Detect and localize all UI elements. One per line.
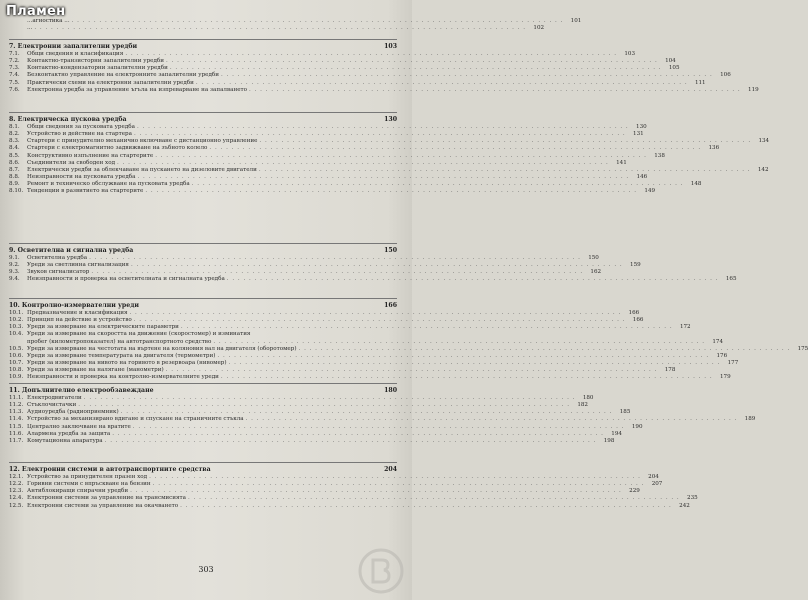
- toc-entry: [9, 331, 397, 338]
- entry-number: 8.6.: [9, 159, 20, 166]
- dot-leader: [137, 124, 629, 131]
- toc-entry: [9, 262, 641, 269]
- entry-page-number: 177: [727, 359, 739, 366]
- dot-leader: [155, 153, 647, 160]
- dot-leader: [149, 474, 641, 481]
- toc-entry: [9, 416, 756, 423]
- entry-number: 11.2.: [9, 402, 24, 409]
- entry-number: 7.5.: [9, 79, 20, 86]
- toc-entry: [9, 374, 731, 381]
- dot-leader: [217, 353, 709, 360]
- entry-title: Контактно-транзисторни запалителни уредби: [27, 58, 165, 65]
- toc-section: [9, 387, 756, 445]
- entry-number: 10.4.: [9, 331, 24, 338]
- toc-entry: [9, 338, 724, 346]
- entry-number: 8.8.: [9, 173, 20, 180]
- entry-page-number: 138: [654, 152, 665, 159]
- section-divider: [9, 243, 397, 244]
- dot-leader: [133, 424, 625, 431]
- entry-page-number: 190: [631, 423, 643, 430]
- dot-leader: [246, 416, 738, 423]
- toc-entry: [9, 79, 706, 87]
- toc-entry: [9, 310, 640, 317]
- entry-page-number: 103: [624, 51, 636, 57]
- toc-entry: [9, 86, 759, 94]
- entry-page-number: 101: [570, 18, 582, 24]
- dot-leader: [131, 262, 623, 269]
- entry-page-number: 106: [720, 72, 731, 79]
- toc-entry: [9, 255, 599, 262]
- entry-number: 12.2.: [9, 481, 24, 488]
- dot-leader: [117, 160, 609, 167]
- entry-number: 11.4.: [9, 416, 24, 423]
- toc-entry: [9, 345, 808, 353]
- watermark-logo-icon: [358, 548, 404, 594]
- dot-leader: [134, 317, 626, 324]
- toc-entry: [9, 502, 690, 510]
- toc-entry: [9, 159, 627, 167]
- dot-leader: [72, 18, 564, 25]
- toc-entry: [9, 145, 720, 152]
- entry-title: Уреди за измерване на електрическите параметри: [27, 324, 179, 331]
- toc-entry: [9, 488, 640, 495]
- entry-number: 11.6.: [9, 430, 24, 437]
- toc-section: [9, 302, 808, 381]
- entry-number: 8.9.: [9, 181, 20, 188]
- entry-number: 7.3.: [9, 65, 20, 72]
- section-page-number: 130: [384, 116, 397, 123]
- entry-number: 10.3.: [9, 324, 24, 331]
- entry-title: Осветителна уредба: [27, 255, 88, 261]
- entry-page-number: 149: [644, 188, 656, 195]
- entry-page-number: 136: [708, 145, 720, 152]
- entry-page-number: 141: [616, 159, 627, 166]
- dot-leader: [105, 438, 597, 445]
- dot-leader: [259, 167, 751, 174]
- toc-entry: [9, 395, 594, 402]
- entry-title: Горивни системи с впръскване на бензин: [27, 481, 151, 488]
- entry-page-number: 111: [694, 79, 706, 86]
- dot-leader: [78, 402, 570, 409]
- entry-number: 9.3.: [9, 269, 20, 276]
- entry-page-number: 148: [690, 181, 702, 188]
- entry-page-number: 131: [633, 131, 644, 138]
- toc-entry: [9, 166, 769, 174]
- dot-leader: [180, 503, 672, 510]
- entry-number: 9.1.: [9, 255, 20, 261]
- page-number: 303: [198, 565, 214, 574]
- toc-entry: [9, 276, 737, 283]
- entry-title: Стартери с електромагнитно задвижване на зъбното колело: [27, 145, 208, 152]
- entry-number: 9.2.: [9, 262, 20, 269]
- entry-page-number: 162: [590, 269, 602, 276]
- toc-section: [9, 18, 582, 32]
- entry-title: ...агностика ...: [27, 18, 70, 24]
- entry-number: 8.2.: [9, 131, 20, 138]
- entry-number: 12.3.: [9, 488, 24, 495]
- entry-title: Конструктивно изпълнение на стартерите: [27, 152, 154, 159]
- entry-title: Електрически уредби за облекчаване на пускането на дизеловите двигатели: [27, 166, 257, 173]
- section-page-number: 180: [384, 387, 397, 394]
- section-title: [9, 247, 397, 255]
- dot-leader: [213, 339, 705, 346]
- entry-page-number: 185: [619, 409, 631, 416]
- dot-leader: [229, 360, 721, 367]
- section-divider: [9, 39, 397, 40]
- toc-entry: [9, 430, 622, 438]
- entry-page-number: 242: [679, 502, 690, 509]
- entry-number: 7.1.: [9, 51, 20, 57]
- entry-number: 12.1.: [9, 474, 24, 480]
- entry-title: Уреди за светлинна сигнализация: [27, 262, 129, 269]
- entry-title: Аудиоуредба (радиоприемник): [27, 409, 119, 416]
- dot-leader: [145, 188, 637, 195]
- entry-page-number: 146: [636, 173, 648, 180]
- entry-number: 9.4.: [9, 276, 20, 283]
- toc-entry: [9, 367, 676, 374]
- section-title-text: 10. Контролно-измервателни уреди: [9, 302, 139, 309]
- entry-page-number: 235: [687, 495, 698, 502]
- toc-section: [9, 247, 737, 284]
- entry-page-number: 105: [668, 65, 680, 72]
- dot-leader: [166, 367, 658, 374]
- section-divider: [9, 112, 397, 113]
- section-title-text: 9. Осветителна и сигнална уредба: [9, 247, 134, 254]
- entry-page-number: 150: [588, 255, 599, 261]
- toc-entry: [9, 131, 644, 138]
- entry-number: 12.5.: [9, 502, 24, 509]
- dot-leader: [153, 481, 645, 488]
- entry-number: 7.2.: [9, 58, 20, 65]
- section-page-number: 166: [384, 302, 397, 309]
- entry-title: Електронни системи за управление на окачването: [27, 502, 179, 509]
- entry-page-number: 142: [757, 166, 769, 173]
- entry-number: 8.1.: [9, 124, 20, 130]
- section-page-number: 103: [384, 43, 397, 50]
- entry-title: Принцип на действие и устройство: [27, 317, 132, 324]
- entry-title: Уреди за измерване на налягане (манометри): [27, 367, 164, 374]
- dot-leader: [130, 488, 622, 495]
- entry-page-number: 180: [582, 395, 594, 401]
- entry-page-number: 174: [712, 338, 724, 345]
- entry-number: 10.9.: [9, 374, 24, 381]
- section-page-number: 204: [384, 466, 397, 473]
- entry-title: Електронни системи за управление на трансмисията: [27, 495, 186, 502]
- section-title-text: 8. Електрическа пускова уредба: [9, 116, 127, 123]
- entry-number: 11.3.: [9, 409, 24, 416]
- entry-page-number: 104: [665, 58, 676, 65]
- entry-page-number: 179: [719, 374, 731, 381]
- entry-page-number: 165: [725, 276, 737, 283]
- entry-number: 10.5.: [9, 345, 24, 352]
- toc-entry: [9, 352, 728, 360]
- entry-number: 10.2.: [9, 317, 24, 324]
- entry-title: Общи сведения и класификация: [27, 51, 124, 57]
- entry-title: Съединители за свободен ход: [27, 159, 116, 166]
- dot-leader: [192, 181, 684, 188]
- entry-title: Уреди за измерване на скоростта на движение (скоростомер) и изминатия: [27, 331, 251, 338]
- entry-title: Звуков сигналисатор: [27, 269, 90, 276]
- entry-title: Антиблокиращи спирачни уредби: [27, 488, 129, 495]
- dot-leader: [34, 25, 526, 32]
- entry-page-number: 166: [632, 317, 644, 324]
- entry-title: Ремонт и техническо обслужване на пусковата уредба: [27, 181, 190, 188]
- toc-entry: [9, 188, 656, 195]
- entry-page-number: 159: [630, 262, 641, 269]
- entry-title: Неизправности на пусковата уредба: [27, 173, 136, 180]
- toc-section: [9, 466, 698, 510]
- dot-leader: [170, 65, 662, 72]
- section-divider: [9, 383, 397, 384]
- dot-leader: [188, 495, 680, 502]
- section-title-text: 12. Електронни системи в автотранспортните средства: [9, 466, 211, 473]
- entry-number: 8.4.: [9, 145, 20, 152]
- entry-page-number: 175: [797, 345, 808, 352]
- dot-leader: [209, 145, 701, 152]
- entry-title: ...: [27, 25, 33, 32]
- dot-leader: [259, 138, 751, 145]
- entry-page-number: 130: [636, 124, 647, 130]
- section-divider: [9, 462, 397, 463]
- toc-entry: [9, 124, 647, 131]
- toc-entry: [9, 181, 702, 188]
- entry-number: 8.3.: [9, 138, 20, 145]
- dot-leader: [137, 174, 629, 181]
- dot-leader: [84, 395, 576, 402]
- entry-page-number: 204: [648, 474, 659, 480]
- entry-title: Неизправности и проверка на осветителната и сигналната уредба: [27, 276, 225, 283]
- section-title: [9, 466, 397, 474]
- entry-page-number: 178: [664, 367, 676, 374]
- entry-number: 7.4.: [9, 72, 20, 79]
- dot-leader: [227, 276, 719, 283]
- entry-page-number: 134: [758, 138, 770, 145]
- entry-number: 10.1.: [9, 310, 24, 316]
- entry-page-number: 102: [533, 25, 545, 32]
- entry-number: 8.10.: [9, 188, 24, 195]
- entry-title: Уреди за измерване на честотата на въртене на коляновия вал на двигателя (оборотомер): [27, 345, 297, 352]
- entry-page-number: 207: [651, 481, 663, 488]
- dot-leader: [221, 72, 713, 79]
- dot-leader: [299, 346, 791, 353]
- entry-page-number: 229: [629, 488, 640, 495]
- entry-title: Комутационна апаратура: [27, 437, 103, 444]
- section-title: [9, 387, 397, 395]
- entry-title: Неизправности и проверка на контролно-измервателните уреди: [27, 374, 219, 381]
- entry-page-number: 198: [603, 437, 615, 444]
- entry-number: 10.6.: [9, 352, 24, 359]
- dot-leader: [130, 310, 622, 317]
- entry-title: Централно заключване на вратите: [27, 423, 131, 430]
- entry-number: 11.7.: [9, 437, 24, 444]
- toc-section: [9, 116, 770, 195]
- entry-title: Предназначение и класификация: [27, 310, 128, 316]
- entry-number: 12.4.: [9, 495, 24, 502]
- entry-title: Електронна уредба за управление ъгъла на изпреварване на запалването: [27, 86, 247, 93]
- entry-title: Тенденции в развитието на стартерите: [27, 188, 144, 195]
- entry-page-number: 172: [679, 324, 691, 331]
- entry-number: 7.6.: [9, 86, 20, 93]
- entry-title: Безконтактно управление на електронните запалителни уредби: [27, 72, 220, 79]
- toc-entry: [9, 317, 644, 324]
- entry-title: Стъклочистачки: [27, 402, 77, 409]
- section-divider: [9, 298, 397, 299]
- entry-page-number: 119: [748, 86, 759, 93]
- section-page-number: 150: [384, 247, 397, 254]
- entry-number: 8.5.: [9, 152, 20, 159]
- entry-title: Алармена уредба за защита: [27, 430, 111, 437]
- entry-number: 10.7.: [9, 359, 24, 366]
- toc-entry: [9, 25, 545, 32]
- dot-leader: [121, 409, 613, 416]
- section-title-text: 11. Допълнително електрообзавеждане: [9, 387, 154, 394]
- entry-number: 11.5.: [9, 423, 24, 430]
- section-title: [9, 43, 397, 51]
- entry-title: Електродвигатели: [27, 395, 82, 401]
- entry-title: Контактно-кондензаторни запалителни уредби: [27, 65, 168, 72]
- dot-leader: [125, 51, 617, 58]
- toc-entry: [9, 409, 631, 416]
- toc-entry: [9, 423, 643, 431]
- toc-entry: [9, 437, 615, 445]
- entry-title: пробег (километропоказател) на автотранспортното средство: [27, 338, 212, 345]
- toc-section: [9, 43, 759, 94]
- section-title-text: 7. Електронни запалителни уредби: [9, 43, 138, 50]
- section-title: [9, 302, 397, 310]
- dot-leader: [166, 58, 658, 65]
- entry-title: Устройство за механизирано вдигане и спускане на страничните стъкла: [27, 416, 244, 423]
- toc-entry: [9, 495, 698, 502]
- entry-title: Устройство за принудителен празен ход: [27, 474, 148, 480]
- dot-leader: [221, 374, 713, 381]
- entry-page-number: 182: [577, 402, 588, 409]
- entry-number: 11.1.: [9, 395, 24, 401]
- entry-page-number: 189: [744, 416, 756, 423]
- dot-leader: [181, 324, 673, 331]
- entry-page-number: 194: [611, 430, 622, 437]
- dot-leader: [249, 87, 741, 94]
- entry-number: 8.7.: [9, 166, 20, 173]
- dot-leader: [112, 431, 604, 438]
- dot-leader: [134, 131, 626, 138]
- entry-title: Уреди за измерване температурата на двигателя (термометри): [27, 352, 216, 359]
- dot-leader: [196, 80, 688, 87]
- entry-title: Уреди за измерване на нивото на горивото в резервоара (нивомер): [27, 359, 227, 366]
- entry-number: 10.8.: [9, 367, 24, 374]
- entry-title: Устройство и действие на стартера: [27, 131, 132, 138]
- entry-title: Практически схеми на електронни запалителни уредби: [27, 79, 194, 86]
- entry-title: Общи сведения за пусковата уредба: [27, 124, 135, 130]
- toc-entry: [9, 152, 665, 160]
- entry-title: Стартери с принудително механично включване с дистанционно управление: [27, 138, 258, 145]
- toc-entry: [9, 72, 731, 79]
- entry-page-number: 176: [716, 352, 728, 359]
- toc-entry: [9, 18, 582, 25]
- section-title: [9, 116, 397, 124]
- dot-leader: [89, 255, 581, 262]
- entry-page-number: 166: [628, 310, 640, 316]
- brand-label: Пламен: [6, 4, 66, 19]
